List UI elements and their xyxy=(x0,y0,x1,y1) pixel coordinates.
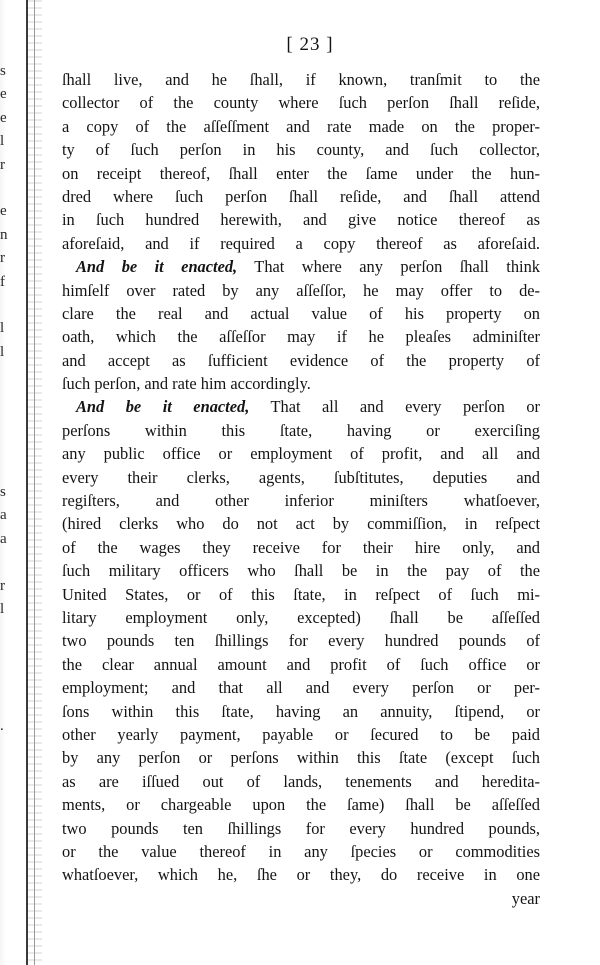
text-line xyxy=(62,68,540,91)
enacting-clause: And be it enacted, xyxy=(76,257,238,277)
line-text: on receipt thereof, ſhall enter the ſame under the hun- xyxy=(62,163,540,183)
line-text: every their clerks, agents, ſubſtitutes, deputies and xyxy=(62,467,540,487)
line-text: dred where ſuch perſon ſhall reſide, and ſhall attend xyxy=(62,186,540,206)
edge-mark xyxy=(0,411,10,434)
line-text: ty of ſuch perſon in his county, and ſuch collector, xyxy=(62,140,540,160)
text-line xyxy=(62,442,540,465)
text-line xyxy=(62,559,540,582)
line-text: aforeſaid, and if required a copy thereof as aforeſaid. xyxy=(62,233,540,253)
text-line xyxy=(62,91,540,114)
text-line xyxy=(62,840,540,863)
line-text: as are iſſued out of lands, tenements and heredita- xyxy=(62,771,540,791)
line-text: ſuch perſon, and rate him accordingly. xyxy=(62,374,311,394)
edge-mark xyxy=(0,551,10,574)
page-number: [ 23 ] xyxy=(286,34,334,55)
text-line xyxy=(62,863,540,886)
body-text xyxy=(62,68,540,910)
facing-page-edge-marks xyxy=(0,60,10,809)
line-text: ſhall live, and he ſhall, if known, tranſmit to the xyxy=(62,70,540,89)
catchword: year xyxy=(511,888,540,908)
line-text: ſuch military officers who ſhall be in the pay of the xyxy=(62,561,540,581)
text-line xyxy=(62,255,540,278)
edge-mark xyxy=(0,762,10,785)
text-line xyxy=(62,653,540,676)
text-line xyxy=(62,185,540,208)
text-line xyxy=(62,279,540,302)
text-line xyxy=(62,395,540,418)
line-text: the clear annual amount and profit of ſuch office or xyxy=(62,654,540,674)
text-line xyxy=(62,232,540,255)
line-text: of the wages they receive for their hire only, and xyxy=(62,537,540,557)
edge-mark: r xyxy=(0,250,5,267)
edge-mark: f xyxy=(0,273,5,290)
text-line xyxy=(62,793,540,816)
text-line xyxy=(62,419,540,442)
text-line xyxy=(62,536,540,559)
line-text: ſons within this ſtate, having an annuity, ſtipend, or xyxy=(62,701,540,721)
text-line xyxy=(62,700,540,723)
line-text: two pounds ten ſhillings for every hundred pounds, xyxy=(62,818,540,838)
line-text: clare the real and actual value of his property on xyxy=(62,303,540,323)
edge-mark xyxy=(0,387,10,410)
edge-mark xyxy=(0,738,10,761)
line-text: litary employment only, excepted) ſhall be aſſeſſed xyxy=(62,607,540,627)
edge-mark xyxy=(0,668,10,691)
edge-mark: n xyxy=(0,226,8,243)
line-text: regiſters, and other inferior miniſters whatſoever, xyxy=(62,491,540,511)
line-text: whatſoever, which he, ſhe or they, do receive in one xyxy=(62,865,540,885)
edge-mark: l xyxy=(0,320,5,337)
line-text: (hired clerks who do not act by commiſſion, in reſpect xyxy=(62,514,540,534)
edge-mark: l xyxy=(0,600,5,617)
line-text: a copy of the aſſeſſment and rate made on the proper- xyxy=(62,116,540,136)
line-text: collector of the county where ſuch perſon ſhall reſide, xyxy=(62,93,540,113)
edge-mark: e xyxy=(0,109,7,126)
line-text: himſelf over rated by any aſſeſſor, he may offer to de- xyxy=(62,280,540,300)
text-line xyxy=(62,208,540,231)
text-line xyxy=(62,676,540,699)
edge-mark xyxy=(0,458,10,481)
line-text: other yearly payment, payable or ſecured to be paid xyxy=(62,724,540,744)
text-line xyxy=(62,817,540,840)
text-line xyxy=(62,583,540,606)
line-text: oath, which the aſſeſſor may if he pleaſes adminiſter xyxy=(62,327,540,347)
text-line xyxy=(62,138,540,161)
edge-mark: e xyxy=(0,86,7,103)
edge-mark: l xyxy=(0,133,5,150)
line-text: any public office or employment of profit, and all and xyxy=(62,444,540,464)
enacting-clause: And be it enacted, xyxy=(76,397,250,417)
line-text: perſons within this ſtate, having or exerciſing xyxy=(62,420,540,440)
text-line xyxy=(62,372,540,395)
text-line xyxy=(62,770,540,793)
text-line xyxy=(62,489,540,512)
text-line xyxy=(62,162,540,185)
line-text: United States, or of this ſtate, in reſpect of ſuch mi- xyxy=(62,584,540,604)
line-text: That where any perſon ſhall think xyxy=(237,257,540,277)
text-line xyxy=(62,349,540,372)
text-line xyxy=(62,746,540,769)
edge-mark: r xyxy=(0,156,5,173)
edge-mark xyxy=(0,645,10,668)
text-line xyxy=(62,629,540,652)
line-text: two pounds ten ſhillings for every hundred pounds of xyxy=(62,631,540,651)
text-line xyxy=(62,723,540,746)
edge-mark xyxy=(0,692,10,715)
edge-mark xyxy=(0,177,10,200)
edge-mark: l xyxy=(0,343,5,360)
line-text: by any perſon or perſons within this ſtate (except ſuch xyxy=(62,748,540,768)
edge-mark: a xyxy=(0,507,7,524)
edge-mark: r xyxy=(0,577,5,594)
line-text: and accept as ſufficient evidence of the property of xyxy=(62,350,540,370)
text-line xyxy=(62,325,540,348)
edge-mark: . xyxy=(0,717,4,734)
line-text: That all and every perſon or xyxy=(249,397,540,417)
edge-mark xyxy=(0,364,10,387)
edge-mark: s xyxy=(0,63,6,79)
line-text: in ſuch hundred herewith, and give notice thereof as xyxy=(62,210,540,230)
edge-mark xyxy=(0,434,10,457)
edge-mark: a xyxy=(0,530,7,547)
edge-mark xyxy=(0,621,10,644)
text-line xyxy=(62,302,540,325)
line-text: or the value thereof in any ſpecies or commodities xyxy=(62,841,540,861)
book-binding-edge xyxy=(26,0,42,965)
line-text: employment; and that all and every perſon or per- xyxy=(62,678,540,698)
text-line xyxy=(62,466,540,489)
line-text: ments, or chargeable upon the ſame) ſhall be aſſeſſed xyxy=(62,795,540,815)
edge-mark: e xyxy=(0,203,7,220)
edge-mark xyxy=(0,785,10,808)
text-line xyxy=(62,606,540,629)
edge-mark: s xyxy=(0,484,6,501)
edge-mark xyxy=(0,294,10,317)
text-line xyxy=(62,115,540,138)
text-line xyxy=(62,512,540,535)
